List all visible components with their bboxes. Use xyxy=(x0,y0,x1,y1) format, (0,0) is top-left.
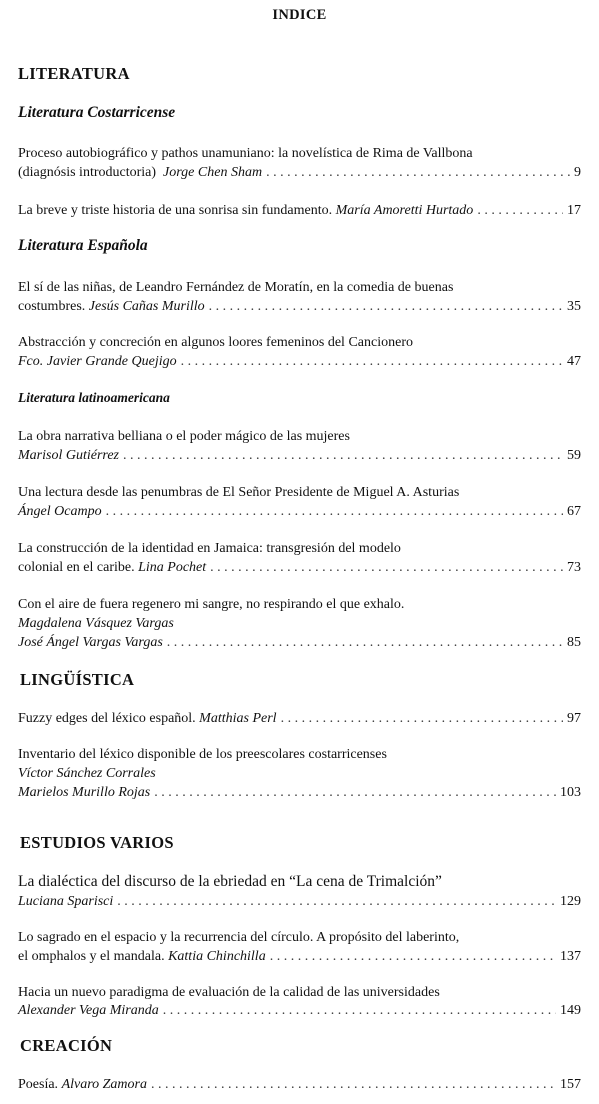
toc-entry-author: Matthias Perl xyxy=(199,711,277,726)
leader-dots xyxy=(154,783,556,802)
section-heading-estudios-varios: ESTUDIOS VARIOS xyxy=(20,833,174,852)
toc-entry-title: El sí de las niñas, de Leandro Fernández de Moratín, en la comedia de buenas xyxy=(18,280,454,295)
toc-entry-line[interactable] xyxy=(18,783,581,802)
toc-entry-title-cont: el omphalos y el mandala. xyxy=(18,949,165,964)
toc-entry-line[interactable] xyxy=(18,1075,581,1094)
toc-entry-author: Jesús Cañas Murillo xyxy=(88,299,205,314)
section-heading-linguistica: LINGÜÍSTICA xyxy=(20,670,135,689)
toc-entry-page: 149 xyxy=(560,1003,581,1018)
toc-entry-author: Ángel Ocampo xyxy=(18,504,102,519)
leader-dots xyxy=(123,446,563,465)
page-title: INDICE xyxy=(272,7,327,23)
toc-entry-page: 85 xyxy=(567,635,581,650)
toc-entry-title: La breve y triste historia de una sonrisa sin fundamento. xyxy=(18,203,333,218)
toc-entry-title-cont: costumbres. xyxy=(18,299,86,314)
toc-entry-author: Alexander Vega Miranda xyxy=(18,1003,159,1018)
toc-entry-line[interactable] xyxy=(18,446,581,465)
section-heading-literatura: LITERATURA xyxy=(18,64,130,83)
toc-entry-title: Inventario del léxico disponible de los preescolares costarricenses xyxy=(18,747,387,762)
toc-entry-author: José Ángel Vargas Vargas xyxy=(18,635,163,650)
toc-entry-title: Poesía. xyxy=(18,1077,59,1092)
leader-dots xyxy=(209,297,563,316)
toc-entry-title: Hacia un nuevo paradigma de evaluación de la calidad de las universidades xyxy=(18,985,440,1000)
toc-entry-author: Fco. Javier Grande Quejigo xyxy=(18,354,177,369)
toc-entry-title-cont: colonial en el caribe. xyxy=(18,560,135,575)
toc-entry-page: 67 xyxy=(567,504,581,519)
leader-dots xyxy=(117,892,556,911)
toc-entry-line[interactable] xyxy=(18,1001,581,1020)
toc-entry-title-cont: (diagnósis introductoria) xyxy=(18,165,157,180)
subsection-heading-costarricense: Literatura Costarricense xyxy=(18,104,176,121)
subsection-heading-espanola: Literatura Española xyxy=(18,237,148,254)
leader-dots xyxy=(270,947,556,966)
toc-entry-line[interactable] xyxy=(18,352,581,371)
toc-entry-title: Lo sagrado en el espacio y la recurrencia del círculo. A propósito del laberinto, xyxy=(18,930,460,945)
toc-entry-author: Lina Pochet xyxy=(138,560,207,575)
toc-entry-page: 157 xyxy=(560,1077,581,1092)
toc-entry-title: La construcción de la identidad en Jamaica: transgresión del modelo xyxy=(18,541,401,556)
toc-entry-author: Luciana Sparisci xyxy=(18,894,114,909)
toc-entry-page: 9 xyxy=(574,165,581,180)
toc-entry-line[interactable] xyxy=(18,297,581,316)
leader-dots xyxy=(477,201,563,220)
toc-entry-page: 59 xyxy=(567,448,581,463)
toc-entry-author: Jorge Chen Sham xyxy=(163,165,263,180)
leader-dots xyxy=(106,502,563,521)
toc-entry-page: 47 xyxy=(567,354,581,369)
toc-entry-page: 35 xyxy=(567,299,581,314)
toc-entry-author: Marisol Gutiérrez xyxy=(18,448,119,463)
toc-entry-author: Marielos Murillo Rojas xyxy=(18,785,151,800)
toc-entry-line[interactable] xyxy=(18,558,581,577)
toc-entry-author: Alvaro Zamora xyxy=(61,1077,147,1092)
toc-entry-line[interactable] xyxy=(18,502,581,521)
leader-dots xyxy=(167,633,563,652)
toc-entry-page: 137 xyxy=(560,949,581,964)
toc-entry-author: Víctor Sánchez Corrales xyxy=(18,766,156,781)
section-heading-creacion: CREACIÓN xyxy=(20,1036,113,1055)
toc-entry-line[interactable] xyxy=(18,892,581,911)
leader-dots xyxy=(181,352,563,371)
toc-entry-title: Con el aire de fuera regenero mi sangre, no respirando el que exhalo. xyxy=(18,597,405,612)
leader-dots xyxy=(151,1075,556,1094)
toc-entry-page: 97 xyxy=(567,711,581,726)
toc-entry-title: La dialéctica del discurso de la ebriedad en “La cena de Trimalción” xyxy=(18,873,442,890)
toc-entry-title: Fuzzy edges del léxico español. xyxy=(18,711,196,726)
toc-entry-title: Proceso autobiográfico y pathos unamuniano: la novelística de Rima de Vallbona xyxy=(18,146,473,161)
leader-dots xyxy=(281,709,563,728)
toc-entry-author: Magdalena Vásquez Vargas xyxy=(18,616,174,631)
toc-entry-page: 103 xyxy=(560,785,581,800)
toc-entry-page: 129 xyxy=(560,894,581,909)
subsection-heading-latinoamericana: Literatura latinoamericana xyxy=(18,390,170,405)
toc-entry-author: Kattia Chinchilla xyxy=(168,949,266,964)
toc-entry-title: Abstracción y concreción en algunos loores femeninos del Cancionero xyxy=(18,335,413,350)
leader-dots xyxy=(163,1001,556,1020)
leader-dots xyxy=(210,558,563,577)
toc-entry-line[interactable] xyxy=(18,947,581,966)
toc-entry-author: María Amoretti Hurtado xyxy=(335,203,474,218)
leader-dots xyxy=(266,163,570,182)
toc-entry-title: Una lectura desde las penumbras de El Señor Presidente de Miguel A. Asturias xyxy=(18,485,460,500)
toc-entry-page: 17 xyxy=(567,203,581,218)
toc-entry-line[interactable] xyxy=(18,163,581,182)
toc-entry-line[interactable] xyxy=(18,709,581,728)
toc-entry-title: La obra narrativa belliana o el poder mágico de las mujeres xyxy=(18,429,350,444)
toc-entry-line[interactable] xyxy=(18,633,581,652)
toc-entry-line[interactable] xyxy=(18,201,581,220)
toc-entry-page: 73 xyxy=(567,560,581,575)
